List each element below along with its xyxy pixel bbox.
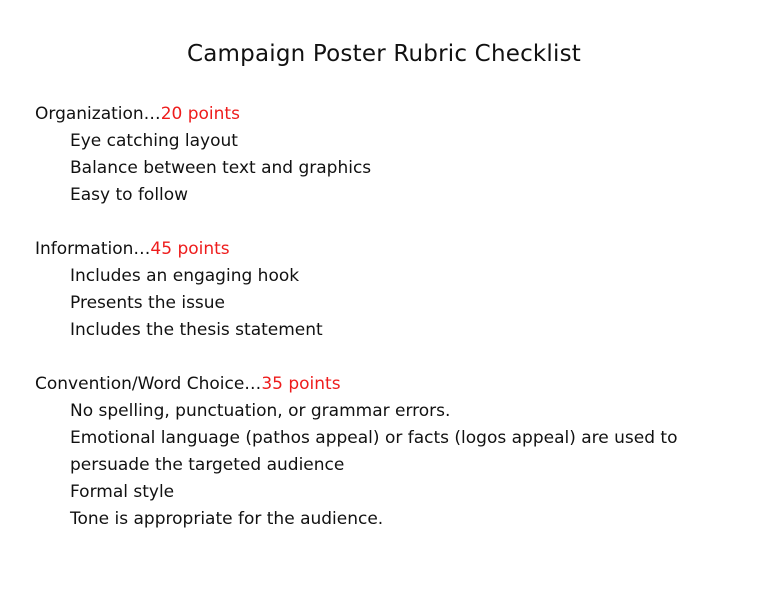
- section-convention-word-choice: [35, 371, 735, 533]
- criterion-item: Emotional language (pathos appeal) or facts (logos appeal) are used to persuade the targeted audience: [70, 428, 678, 475]
- criterion-item: Presents the issue: [70, 293, 226, 313]
- criterion-item: Easy to follow: [70, 185, 189, 205]
- criterion-item: Includes an engaging hook: [70, 266, 300, 286]
- section-points: 45 points: [150, 239, 230, 259]
- section-organization: [35, 101, 735, 209]
- section-heading: [35, 236, 735, 263]
- criterion-item: Includes the thesis statement: [70, 320, 323, 340]
- section-name: Convention/Word Choice…: [35, 374, 262, 394]
- section-points: 35 points: [261, 374, 341, 394]
- criterion-item: Formal style: [70, 482, 175, 502]
- section-name: Organization…: [35, 104, 161, 124]
- page-title: Campaign Poster Rubric Checklist: [186, 41, 582, 67]
- section-heading: [35, 101, 735, 128]
- section-points: 20 points: [160, 104, 240, 124]
- section-heading: [35, 371, 735, 398]
- criterion-item: Balance between text and graphics: [70, 158, 372, 178]
- section-name: Information…: [35, 239, 151, 259]
- criterion-item: Tone is appropriate for the audience.: [70, 509, 384, 529]
- section-information: [35, 236, 735, 344]
- criterion-item: No spelling, punctuation, or grammar errors.: [70, 401, 451, 421]
- criterion-item: Eye catching layout: [70, 131, 238, 151]
